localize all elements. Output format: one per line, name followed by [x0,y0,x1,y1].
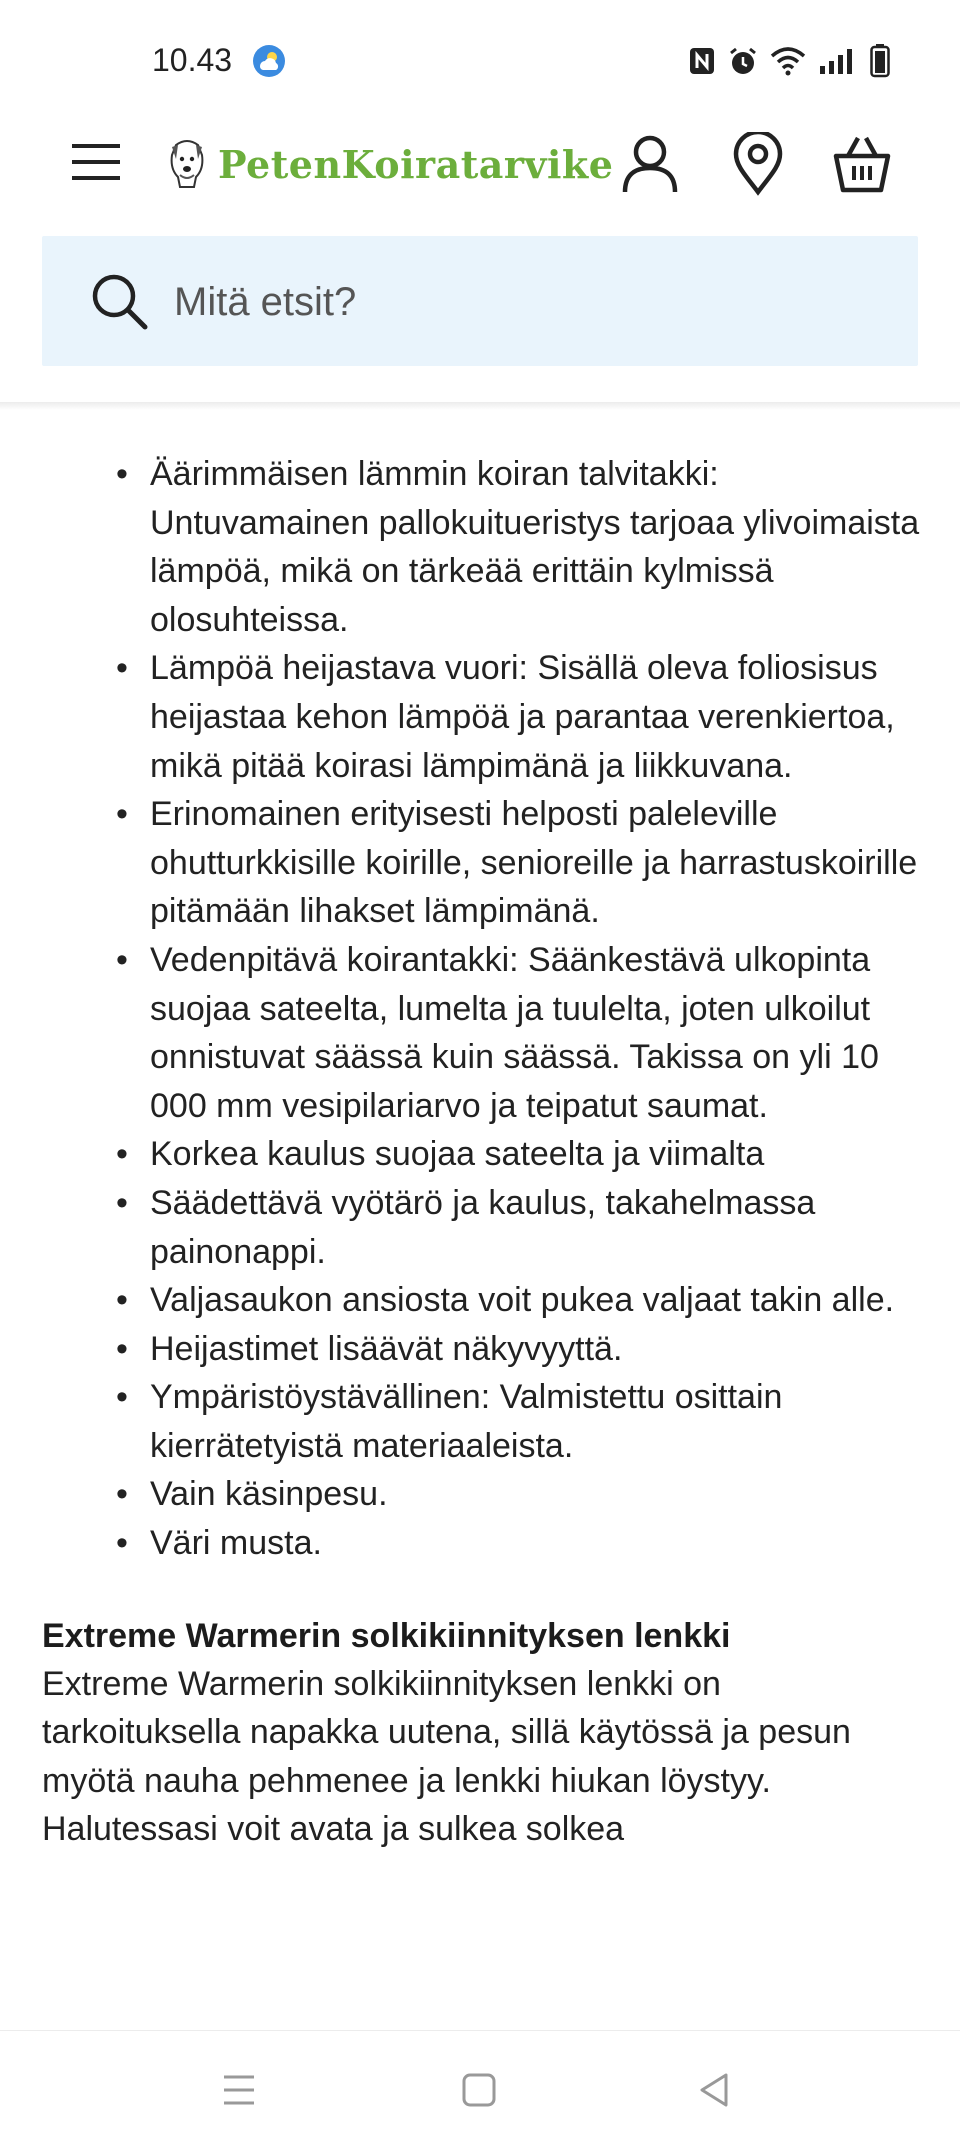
section-heading: Extreme Warmerin solkikiinnityksen lenkki [42,1616,731,1655]
map-pin-icon[interactable] [728,132,788,196]
user-icon[interactable] [620,132,680,196]
basket-icon[interactable] [832,132,892,196]
wifi-icon [770,46,806,76]
list-item: • Korkea kaulus suojaa sateelta ja viimalta [150,1130,920,1179]
dog-logo-icon [168,139,206,189]
status-time: 10.43 [152,42,233,78]
status-bar [0,0,960,110]
list-item: • Heijastimet lisäävät näkyvyyttä. [150,1325,920,1374]
search-input[interactable] [172,266,876,338]
alarm-icon [728,46,758,76]
list-item: • Säädettävä vyötärö ja kaulus, takahelmassa painonappi. [150,1179,920,1276]
list-item: • Äärimmäisen lämmin koiran talvitakki: Untuvamainen pallokuitueristys tarjoaa ylivoimaista lämpöä, mikä on tärkeää erittäin kylmissä olosuhteissa. [150,450,920,644]
search-icon[interactable] [88,270,150,332]
system-icons [688,44,890,78]
list-item: • Väri musta. [150,1519,920,1568]
site-logo[interactable] [168,132,613,196]
header-shadow [0,402,960,410]
recent-apps-icon[interactable] [214,2065,264,2115]
product-description [0,450,960,2030]
back-icon[interactable] [690,2065,740,2115]
site-header [0,120,960,210]
list-item: • Valjasaukon ansiosta voit pukea valjaat takin alle. [150,1276,920,1325]
section-body: Extreme Warmerin solkikiinnityksen lenkki on tarkoituksella napakka uutena, sillä käytössä ja pesun myötä nauha pehmenee ja lenkki hiukan löystyy. Halutessasi voit avata ja sulkea solkea [42,1664,851,1849]
list-item: • Vain käsinpesu. [150,1470,920,1519]
feature-list [0,450,960,1568]
battery-icon [870,44,890,78]
list-item: • Ympäristöystävällinen: Valmistettu osittain kierrätetyistä materiaaleista. [150,1373,920,1470]
search-bar [42,236,918,366]
list-item: • Lämpöä heijastava vuori: Sisällä oleva foliosisus heijastaa kehon lämpöä ja parantaa verenkiertoa, mikä pitää koirasi lämpimänä ja liikkuvana. [150,644,920,790]
logo-text: PetenKoiratarvike [218,141,614,187]
nfc-icon [688,46,716,76]
weather-icon [252,44,286,78]
list-item: • Vedenpitävä koirantakki: Säänkestävä ulkopinta suojaa sateelta, lumelta ja tuulelta, joten ulkoilut onnistuvat säässä kuin säässä. Takissa on yli 10 000 mm vesipilariarvo ja teipatut saumat. [150,936,920,1130]
signal-icon [818,46,858,76]
home-icon[interactable] [454,2065,504,2115]
menu-icon[interactable] [70,140,122,184]
list-item: • Erinomainen erityisesti helposti paleleville ohutturkkisille koirille, senioreille ja harrastuskoirille pitämään lihakset lämpimänä. [150,790,920,936]
system-nav-bar [0,2030,960,2145]
